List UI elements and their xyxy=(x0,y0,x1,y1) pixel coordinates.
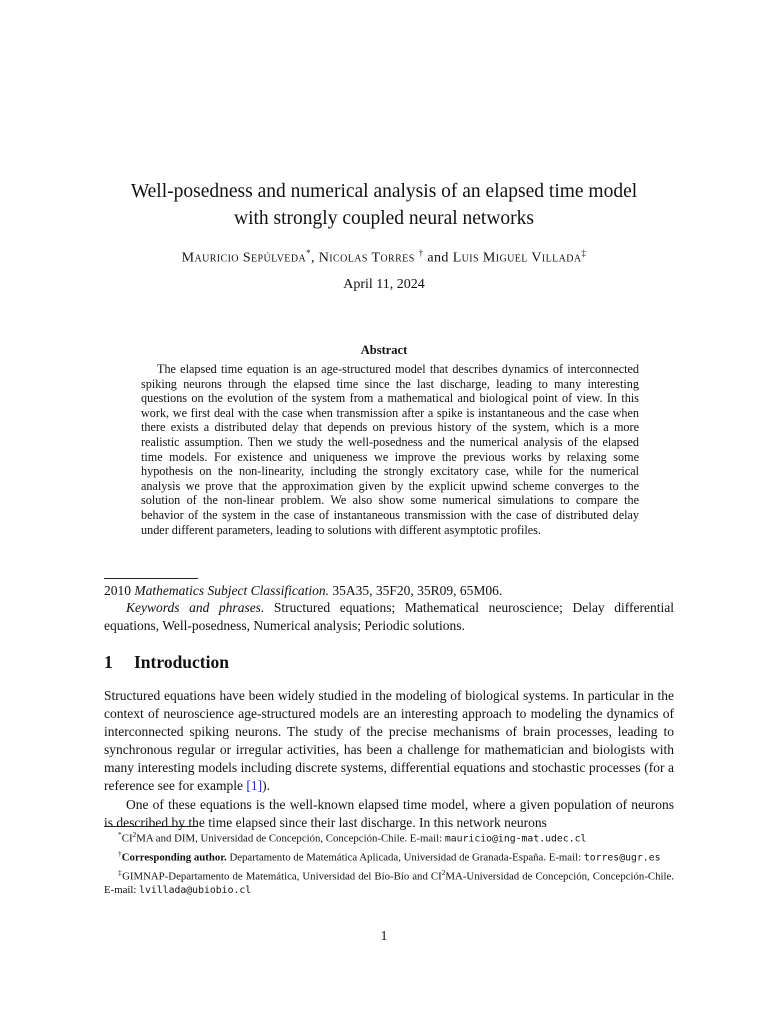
keywords-label: Keywords and phrases. xyxy=(126,600,265,615)
footnote-mark-3[interactable]: ‡ xyxy=(581,248,587,258)
msc-label: Mathematics Subject Classification. xyxy=(134,583,329,598)
footnote-2-text: Departamento de Matemática Aplicada, Universidad de Granada-España. E-mail: xyxy=(226,851,584,864)
footnote-rule xyxy=(104,826,198,827)
footnote-3 xyxy=(104,866,674,899)
abstract-text: The elapsed time equation is an age-structured model that describes dynamics of interconnected spiking neurons through the elapsed time since the last discharge, leading to many interesting questions on the evolution of the system from a mathematical and biological point of view. In this work, we first deal with the case when transmission after a spike is instantaneous and the case when there exists a distributed delay that depends on previous history of the system, which is a more realistic assumption. Then we study the well-posedness and the numerical analysis of the elapsed time models. For existence and uniqueness we improve the previous works by relaxing some hypothesis on the non-linearity, including the strongly excitatory case, while for the numerical analysis we prove that the approximation given by the explicit upwind scheme converges to the solution of the non-linear problem. We also show some numerical simulations to compare the behavior of the system in the case of instantaneous transmission with the case of distributed delay under different parameters, leading to solutions with different asymptotic profiles. xyxy=(141,362,639,537)
email-sepulveda[interactable]: mauricio@ing-mat.udec.cl xyxy=(444,833,587,845)
introduction-body xyxy=(104,687,674,832)
title-line-1: Well-posedness and numerical analysis of an elapsed time model xyxy=(130,181,638,202)
msc-year: 2010 xyxy=(104,583,131,598)
corresponding-author-label: Corresponding author. xyxy=(121,851,227,864)
author-sepulveda: Mauricio Sepúlveda xyxy=(181,250,307,266)
footnote-3-mark: ‡ xyxy=(118,867,123,877)
paper-date: April 11, 2024 xyxy=(343,277,425,292)
footnote-2 xyxy=(104,847,674,866)
footnotes xyxy=(104,828,674,899)
footnote-1-text-a: CI xyxy=(121,832,133,845)
author-villada: Luis Miguel Villada xyxy=(452,250,582,266)
footnote-3-sup: 2 xyxy=(441,867,446,877)
footnote-1-sup: 2 xyxy=(132,830,137,839)
msc-classification xyxy=(104,582,674,600)
citation-link-1[interactable]: [1] xyxy=(246,778,263,794)
paper-title xyxy=(90,178,678,232)
footnote-1 xyxy=(104,828,674,847)
author-and: and xyxy=(427,250,449,266)
msc-codes: 35A35, 35F20, 35R09, 65M06. xyxy=(332,583,503,598)
intro-paragraph-2: One of these equations is the well-known elapsed time model, where a given population of neurons is described by the time elapsed since their last discharge. In this network neurons xyxy=(104,796,674,830)
footnote-mark-1[interactable]: * xyxy=(306,248,311,258)
intro-p1-text: Structured equations have been widely studied in the modeling of biological systems. In particular in the context of neuroscience age-structured models are an interesting approach to modeling the dynamics of interconnected spiking neurons. The study of the precise mechanisms of brain processes, leading to synchronous regular or irregular activities, has been a challenge for mathematician and biologists with many interesting models including discrete systems, differential equations and stochastic processes (for a reference see for example xyxy=(104,688,674,794)
author-torres: Nicolas Torres xyxy=(318,250,415,266)
intro-p1-end: ). xyxy=(262,778,271,794)
footnote-mark-2[interactable]: † xyxy=(418,248,424,258)
footnote-1-mark: * xyxy=(118,830,122,839)
footnote-3-text-a: GIMNAP-Departamento de Matemática, Universidad del Bío-Bío and CI xyxy=(122,870,442,883)
footnote-2-mark: † xyxy=(118,848,122,858)
footnote-1-text-b: MA and DIM, Universidad de Concepción, Concepción-Chile. E-mail: xyxy=(136,832,445,845)
author-list xyxy=(60,248,708,267)
intro-paragraph-1 xyxy=(104,687,674,796)
keywords xyxy=(104,599,674,635)
footnote-3-text-b: MA-Universidad de Concepción, Concepción-Chile. E-mail: xyxy=(104,870,675,897)
email-villada[interactable]: lvillada@ubiobio.cl xyxy=(139,885,252,897)
abstract-heading: Abstract xyxy=(360,343,408,357)
title-line-2: with strongly coupled neural networks xyxy=(233,208,535,229)
keywords-text: Structured equations; Mathematical neuroscience; Delay differential equations, Well-posedness, Numerical analysis; Periodic solutions. xyxy=(104,600,674,633)
page-number: 1 xyxy=(380,928,388,943)
front-notes-rule xyxy=(104,578,198,579)
section-title: Introduction xyxy=(134,652,229,672)
email-torres[interactable]: torres@ugr.es xyxy=(583,852,661,864)
section-heading-introduction xyxy=(104,652,229,673)
section-number: 1 xyxy=(104,652,113,672)
author-separator: , xyxy=(310,250,315,266)
